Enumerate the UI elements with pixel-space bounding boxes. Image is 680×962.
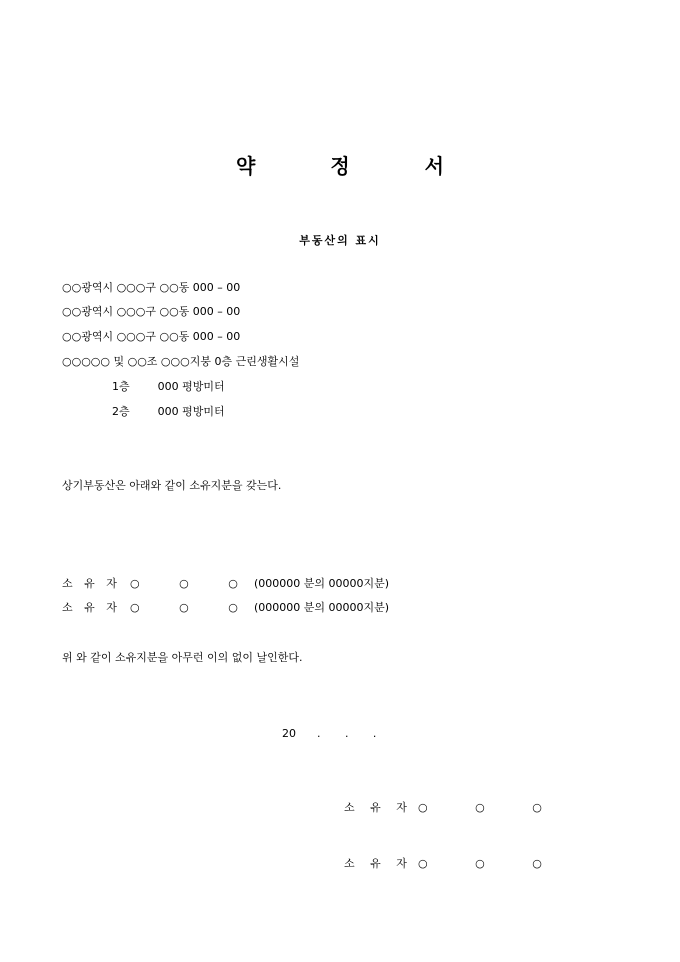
owner-name: ○ ○ ○	[130, 577, 256, 590]
floor-label: 2층	[112, 405, 130, 418]
signature-name: ○ ○ ○	[418, 801, 564, 814]
floor-row	[112, 405, 225, 419]
floor-row	[112, 380, 225, 394]
document-title: 약 정 서	[236, 154, 478, 178]
floor-area: 000 평방미터	[157, 380, 225, 393]
building-description: ○○○○○ 및 ○○조 ○○○지붕 0층 근린생활시설	[62, 355, 300, 368]
owner-label: 소 유 자	[62, 601, 121, 614]
ownership-statement: 상기부동산은 아래와 같이 소유지분을 갖는다.	[62, 479, 282, 492]
address-line: ○○광역시 ○○○구 ○○동 000 – 00	[62, 281, 241, 294]
signature-label: 소 유 자	[344, 801, 413, 814]
owner-name: ○ ○ ○	[130, 601, 256, 614]
owner-share: (000000 분의 00000지분)	[254, 577, 390, 590]
address-line: ○○광역시 ○○○구 ○○동 000 – 00	[62, 305, 241, 318]
owner-label: 소 유 자	[62, 577, 121, 590]
floor-area: 000 평방미터	[157, 405, 225, 418]
owner-share: (000000 분의 00000지분)	[254, 601, 390, 614]
signature-row	[344, 855, 564, 871]
address-line: ○○광역시 ○○○구 ○○동 000 – 00	[62, 330, 241, 343]
signature-label: 소 유 자	[344, 857, 413, 870]
signature-row	[344, 799, 564, 815]
owner-row	[62, 577, 389, 591]
signature-name: ○ ○ ○	[418, 857, 564, 870]
date-line: 20 . . .	[282, 727, 377, 740]
agreement-statement: 위 와 같이 소유지분을 아무런 이의 없이 날인한다.	[62, 651, 303, 664]
property-heading: 부동산의 표시	[299, 234, 381, 247]
floor-label: 1층	[112, 380, 130, 393]
owner-row	[62, 601, 389, 615]
